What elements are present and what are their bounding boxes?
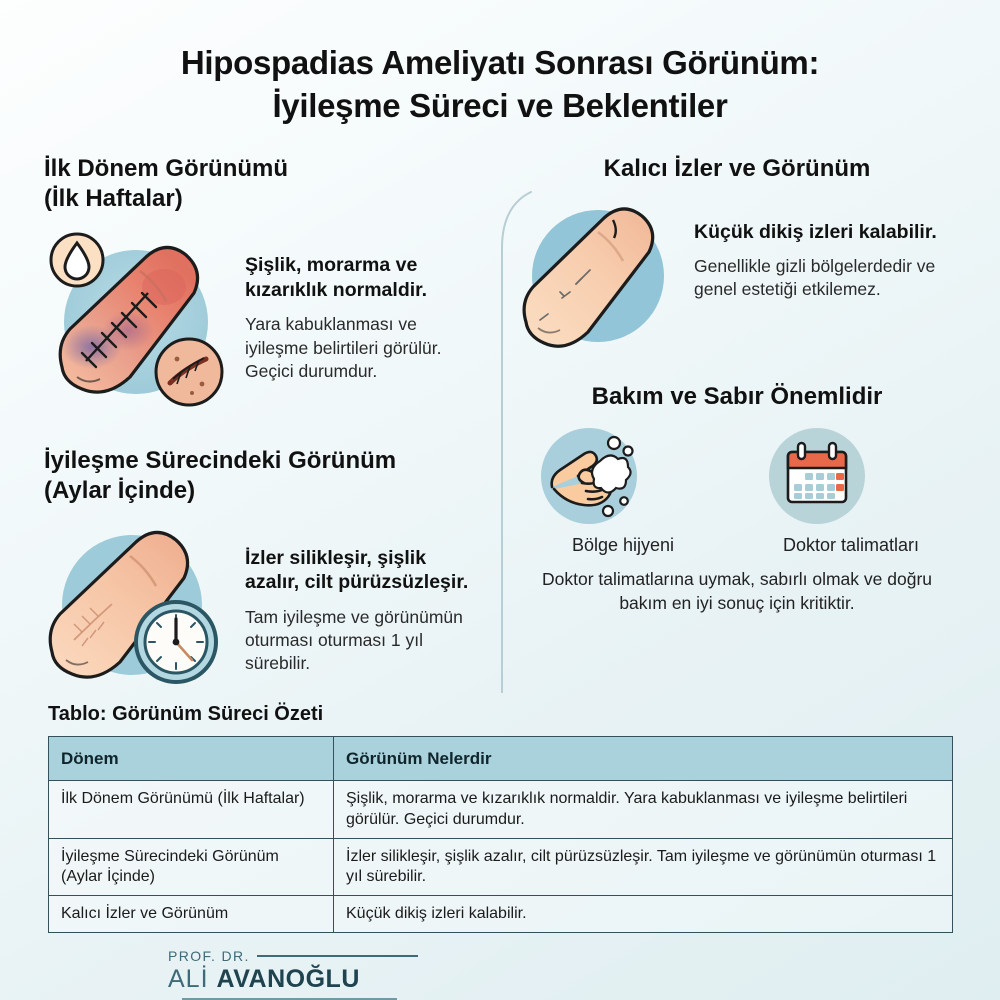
logo-name-row: [168, 965, 418, 994]
clock-icon: [136, 602, 216, 682]
left-section2-heading-line1: İyileşme Sürecindeki Görünüm: [44, 447, 397, 475]
summary-table-section: [48, 703, 953, 933]
left-section1-body: Yara kabuklanması ve iyileşme belirtileri görülür. Geçici durumdur.: [245, 314, 442, 381]
page-title: [0, 0, 1000, 128]
left-section2-block: [44, 520, 474, 695]
left-section1-heading: [44, 154, 474, 214]
care-item-doctor: [766, 425, 936, 556]
left-section2-body: Tam iyileşme ve görünümün oturması oturması 1 yıl sürebilir.: [245, 606, 463, 674]
logo-last-name: AVANOĞLU: [216, 965, 360, 993]
right-section1-block: [518, 198, 956, 358]
table-cell-period: İyileşme Sürecindeki Görünüm (Aylar İçinde): [49, 838, 334, 895]
care-items-row: [518, 425, 956, 556]
care-item-doctor-label: Doktor talimatları: [782, 535, 920, 556]
table-header-row: [49, 737, 953, 781]
wound-closeup-icon: [156, 339, 222, 405]
right-section2-heading: Bakım ve Sabır Önemlidir: [591, 382, 883, 410]
early-phase-illustration: [44, 227, 229, 412]
left-section1-lead: Şişlik, morarma ve kızarıklık normaldir.: [245, 254, 428, 301]
left-section2-heading-line2: (Aylar İçinde): [44, 477, 196, 505]
logo-rule-top: [257, 955, 418, 957]
healing-phase-illustration: [44, 520, 229, 695]
table-row: [49, 781, 953, 838]
right-section1-text: [694, 198, 956, 302]
left-section2-heading: [44, 446, 474, 506]
care-note: Doktor talimatlarına uymak, sabırlı olmak ve doğru bakım en iyi sonuç için kritiktir.: [541, 569, 933, 613]
calendar-icon: [766, 425, 868, 527]
table-cell-period: İlk Dönem Görünümü (İlk Haftalar): [49, 781, 334, 838]
summary-table: [48, 736, 953, 933]
droplet-icon: [51, 234, 103, 286]
table-cell-appearance: İzler silikleşir, şişlik azalır, cilt pürüzsüzleşir. Tam iyileşme ve görünümün oturması 1 yıl sürebilir.: [334, 838, 953, 895]
right-section1-heading: Kalıcı İzler ve Görünüm: [603, 154, 871, 182]
left-section2-lead: İzler silikleşir, şişlik azalır, cilt pürüzsüzleşir.: [245, 546, 469, 594]
table-header-appearance: Görünüm Nelerdir: [334, 737, 953, 781]
content-columns: [0, 154, 1000, 695]
right-column: [474, 154, 956, 695]
logo-top-row: [168, 948, 418, 964]
table-row: [49, 896, 953, 933]
table-header-period: Dönem: [49, 737, 334, 781]
left-section1-heading-line1: İlk Dönem Görünümü: [44, 154, 289, 182]
table-cell-period: Kalıcı İzler ve Görünüm: [49, 896, 334, 933]
left-section1-text: [245, 227, 474, 383]
care-item-hygiene: [538, 425, 708, 556]
footer-logo: [168, 948, 418, 1000]
left-section1-block: [44, 227, 474, 412]
care-item-hygiene-label: Bölge hijyeni: [571, 535, 675, 556]
page-title-line1: Hipospadias Ameliyatı Sonrası Görünüm:: [180, 44, 820, 81]
left-section2-text: [245, 520, 474, 676]
right-section1-body: Genellikle gizli bölgelerdedir ve genel estetiği etkilemez.: [694, 256, 936, 300]
left-section1-heading-line2: (İlk Haftalar): [44, 184, 183, 212]
permanent-scar-illustration: [518, 198, 678, 358]
right-section1-lead: Küçük dikiş izleri kalabilir.: [694, 220, 937, 243]
table-cell-appearance: Şişlik, morarma ve kızarıklık normaldir. Yara kabuklanması ve iyileşme belirtileri görülür. Geçici durumdur.: [334, 781, 953, 838]
table-row: [49, 838, 953, 895]
table-cell-appearance: Küçük dikiş izleri kalabilir.: [334, 896, 953, 933]
left-column: [44, 154, 474, 695]
logo-prefix: PROF. DR.: [168, 948, 250, 964]
handwash-icon: [538, 425, 640, 527]
summary-table-title: Tablo: Görünüm Süreci Özeti: [48, 703, 324, 725]
logo-first-name: ALİ: [168, 965, 209, 993]
page-title-line2: İyileşme Süreci ve Beklentiler: [272, 86, 728, 124]
